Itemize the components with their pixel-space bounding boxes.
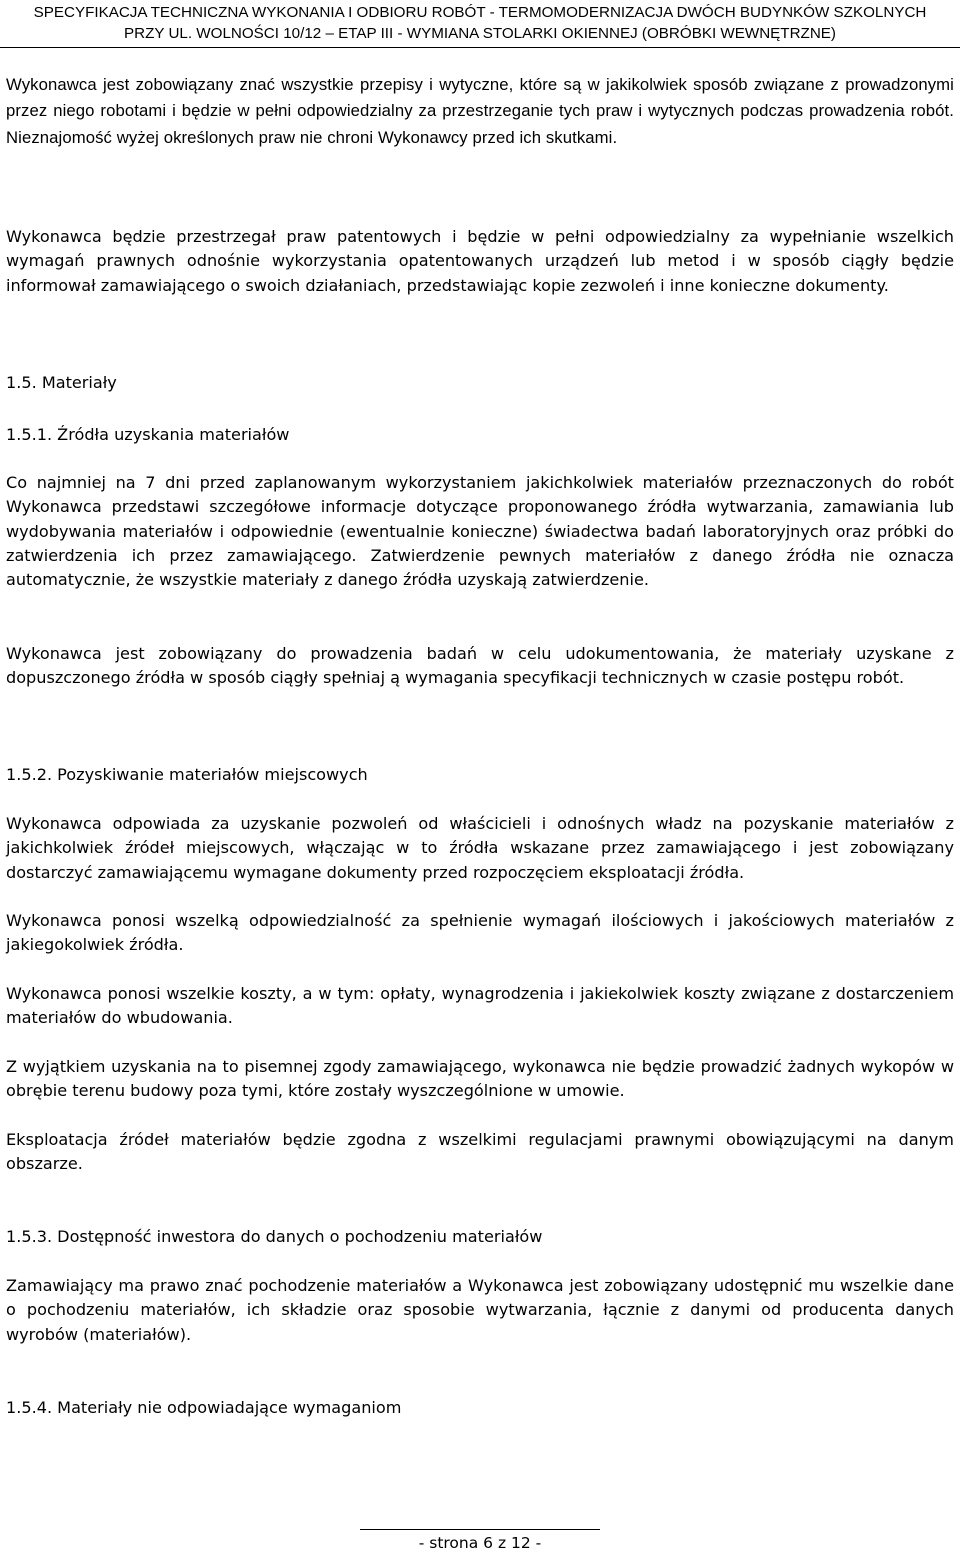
paragraph-compliance: Wykonawca jest zobowiązany znać wszystkie przepisy i wytyczne, które są w jakikolwiek sposób związane z prowadzonymi przez niego robotami i będzie w pełni odpowiedzialny za przestrzeganie tych praw i wytycznych podczas prowadzenia robót. Nieznajomość wyżej określonych praw nie chroni Wykonawcy przed ich skutkami. bbox=[6, 75, 954, 147]
section-heading-1-5-3: 1.5.3. Dostępność inwestora do danych o pochodzeniu materiałów bbox=[6, 1227, 543, 1246]
section-heading-1-5-2: 1.5.2. Pozyskiwanie materiałów miejscowych bbox=[6, 765, 368, 784]
section-heading-1-5-4: 1.5.4. Materiały nie odpowiadające wymaganiom bbox=[6, 1398, 402, 1417]
paragraph-local-permits: Wykonawca odpowiada za uzyskanie pozwoleń od właścicieli i odnośnych władz na pozyskanie materiałów z jakichkolwiek źródeł miejscowych, włączając w to źródła wskazane przez zamawiającego i jest zobowiązany dostarczyć zamawiającemu wymagane dokumenty przed rozpoczęciem eksploatacji źródła. bbox=[6, 814, 954, 882]
paragraph-material-sources: Co najmniej na 7 dni przed zaplanowanym wykorzystaniem jakichkolwiek materiałów przeznaczonych do robót Wykonawca przedstawi szczegółowe informacje dotyczące proponowanego źródła wytwarzania, zamawiania lub wydobywania materiałów i odpowiednie (ewentualnie konieczne) świadectwa badań laboratoryjnych oraz próbki do zatwierdzenia ich przez zamawiającego. Zatwierdzenie pewnych materiałów z danego źródła nie oznacza automatycznie, że wszystkie materiały z danego źródła uzyskają zatwierdzenie. bbox=[6, 473, 954, 590]
paragraph-origin-data: Zamawiający ma prawo znać pochodzenie materiałów a Wykonawca jest zobowiązany udostępnić mu wszelkie dane o pochodzeniu materiałów, ich składzie oraz sposobie wytwarzania, łącznie z danymi od producenta danych wyrobów (materiałów). bbox=[6, 1276, 954, 1344]
footer-divider bbox=[360, 1529, 600, 1530]
section-heading-1-5-1: 1.5.1. Źródła uzyskania materiałów bbox=[6, 425, 290, 444]
header-divider bbox=[0, 47, 960, 48]
paragraph-excavations: Z wyjątkiem uzyskania na to pisemnej zgody zamawiającego, wykonawca nie będzie prowadzić żadnych wykopów w obrębie terenu budowy poza tymi, które zostały wyszczególnione w umowie. bbox=[6, 1057, 954, 1101]
paragraph-material-testing: Wykonawca jest zobowiązany do prowadzenia badań w celu udokumentowania, że materiały uzyskane z dopuszczonego źródła w sposób ciągły spełniaj ą wymagania specyfikacji technicznych w czasie postępu robót. bbox=[6, 644, 954, 688]
header-line-2: PRZY UL. WOLNOŚCI 10/12 – ETAP III - WYMIANA STOLARKI OKIENNEJ (OBRÓBKI WEWNĘTRZNE) bbox=[124, 25, 836, 42]
page-header bbox=[0, 2, 960, 46]
section-heading-1-5: 1.5. Materiały bbox=[6, 373, 117, 392]
header-line-1: SPECYFIKACJA TECHNICZNA WYKONANIA I ODBIORU ROBÓT - TERMOMODERNIZACJA DWÓCH BUDYNKÓW SZKOLNYCH bbox=[33, 4, 927, 21]
paragraph-exploitation: Eksploatacja źródeł materiałów będzie zgodna z wszelkimi regulacjami prawnymi obowiązującymi na danym obszarze. bbox=[6, 1130, 954, 1174]
paragraph-responsibility: Wykonawca ponosi wszelką odpowiedzialność za spełnienie wymagań ilościowych i jakościowych materiałów z jakiegokolwiek źródła. bbox=[6, 911, 954, 955]
paragraph-costs: Wykonawca ponosi wszelkie koszty, a w tym: opłaty, wynagrodzenia i jakiekolwiek koszty związane z dostarczeniem materiałów do wbudowania. bbox=[6, 984, 954, 1028]
paragraph-patents: Wykonawca będzie przestrzegał praw patentowych i będzie w pełni odpowiedzialny za wypełnianie wszelkich wymagań prawnych odnośnie wykorzystania opatentowanych urządzeń lub metod i w sposób ciągły będzie informował zamawiającego o swoich działaniach, przedstawiając kopie zezwoleń i inne konieczne dokumenty. bbox=[6, 227, 954, 295]
page-number: - strona 6 z 12 - bbox=[418, 1534, 542, 1552]
